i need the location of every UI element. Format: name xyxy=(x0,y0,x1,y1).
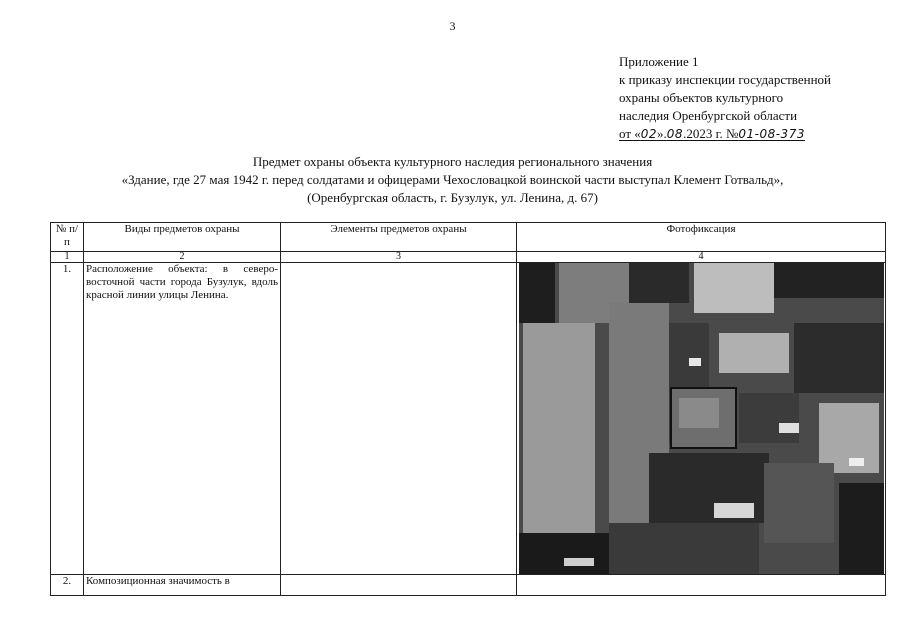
row-elements-cell xyxy=(281,263,517,575)
column-number: 2 xyxy=(84,252,281,263)
table-row xyxy=(51,575,886,596)
row-elements-cell xyxy=(281,575,517,596)
row-number: 1. xyxy=(51,263,84,575)
aerial-photo xyxy=(519,263,884,574)
appendix-line-2: к приказу инспекции государственной xyxy=(619,72,831,87)
table-row xyxy=(51,263,886,575)
appendix-line-1: Приложение 1 xyxy=(619,54,699,69)
order-date-line xyxy=(619,126,805,141)
protection-table xyxy=(50,222,886,596)
header-num: № п/п xyxy=(51,223,84,252)
order-day: 02 xyxy=(640,127,658,141)
header-elements: Элементы предметов охраны xyxy=(281,223,517,252)
header-photo: Фотофиксация xyxy=(517,223,886,252)
appendix-line-4: наследия Оренбургской области xyxy=(619,108,798,123)
page-number: 3 xyxy=(449,19,456,33)
row-type-text: Расположение объекта: в северо-восточной части города Бузулук, вдоль красной линии улицы Ленина. xyxy=(84,263,281,575)
appendix-order-line xyxy=(619,125,831,143)
order-year: .2023 г. № xyxy=(683,126,739,141)
title-line-2: «Здание, где 27 мая 1942 г. перед солдатами и офицерами Чехословацкой воинской части выступал Клемент Готвальд», xyxy=(121,172,784,187)
appendix-line-3: охраны объектов культурного xyxy=(619,90,784,105)
appendix-block xyxy=(619,53,831,143)
table-header-row xyxy=(51,223,886,252)
document-title xyxy=(0,153,905,207)
row-type-text: Композиционная значимость в xyxy=(84,575,281,596)
order-month: 08 xyxy=(666,127,684,141)
header-type: Виды предметов охраны xyxy=(84,223,281,252)
row-number: 2. xyxy=(51,575,84,596)
photo-cell xyxy=(517,263,886,575)
column-number: 3 xyxy=(281,252,517,263)
title-line-1: Предмет охраны объекта культурного наследия регионального значения xyxy=(252,154,653,169)
column-number: 4 xyxy=(517,252,886,263)
column-number-row xyxy=(51,252,886,263)
order-number: 01-08-373 xyxy=(738,127,805,141)
title-line-3: (Оренбургская область, г. Бузулук, ул. Ленина, д. 67) xyxy=(307,190,598,205)
column-number: 1 xyxy=(51,252,84,263)
date-prefix: от « xyxy=(619,126,641,141)
date-separator: ». xyxy=(657,126,667,141)
photo-cell xyxy=(517,575,886,596)
